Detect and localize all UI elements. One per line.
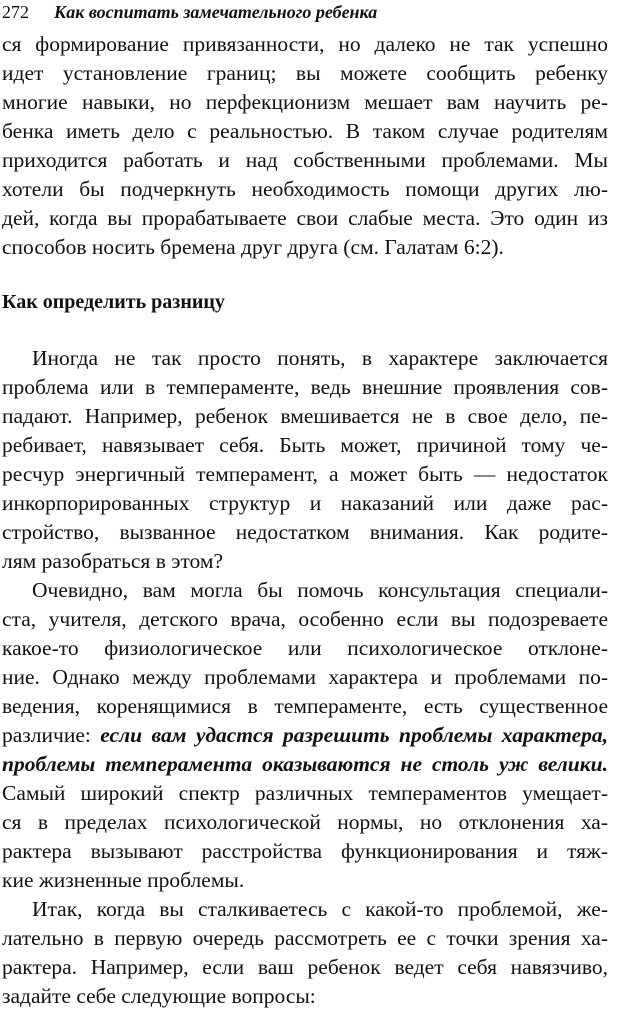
- text-line: способов носить бремена друг друга (см. Галатам 6:2).: [2, 235, 504, 259]
- text-line: Очевидно, вам могла бы помочь консультация специали-: [32, 578, 608, 602]
- text-line: рактера. Например, если ваш ребенок ведет себя навязчиво,: [2, 955, 608, 979]
- text-line: приходится работать и над собственными проблемами. Мы: [2, 148, 608, 172]
- text-line: лательно в первую очередь рассмотреть ее с точки зрения ха-: [2, 926, 608, 950]
- paragraph-3: [2, 576, 608, 895]
- text-line-emphasis: [2, 721, 608, 750]
- text-prefix: различие:: [2, 723, 101, 747]
- text-line: хотели бы подчеркнуть необходимость помощи других лю-: [2, 177, 608, 201]
- text-line: многие навыки, но перфекционизм мешает вам научить ре-: [2, 90, 608, 114]
- paragraph-4: [2, 895, 608, 1011]
- page-header: [2, 0, 602, 28]
- text-line: ведения, коренящимися в темпераменте, есть существенное: [2, 694, 608, 718]
- text-line: бенка иметь дело с реальностью. В таком случае родителям: [2, 119, 608, 143]
- text-line: ся в пределах психологической нормы, но отклонения ха-: [2, 810, 608, 834]
- emphasis-line: проблемы темперамента оказываются не столь уж велики.: [2, 752, 608, 776]
- text-line: задайте себе следующие вопросы:: [2, 984, 316, 1008]
- text-line: рактера вызывают расстройства функционирования и тяж-: [2, 839, 608, 863]
- text-line: Итак, когда вы сталкиваетесь с какой-то проблемой, же-: [32, 897, 608, 921]
- paragraph-2: [2, 344, 608, 576]
- text-line: Самый широкий спектр различных темпераментов умещает-: [2, 781, 608, 805]
- text-line: инкорпорированных структур и наказаний или даже рас-: [2, 491, 608, 515]
- text-line: падают. Например, ребенок вмешивается не в свое дело, пе-: [2, 404, 608, 428]
- emphasis-text: если вам удастся разрешить проблемы характера,: [100, 723, 608, 747]
- text-line: ста, учителя, детского врача, особенно если вы подозреваете: [2, 607, 608, 631]
- text-line: ребивает, навязывает себя. Быть может, причиной тому че-: [2, 433, 608, 457]
- text-line: стройство, вызванное недостатком внимания. Как родите-: [2, 520, 608, 544]
- text-line: ся формирование привязанности, но далеко не так успешно: [2, 32, 608, 56]
- text-line: какое-то физиологическое или психологическое отклоне-: [2, 636, 608, 660]
- text-line: ресчур энергичный темперамент, а может быть — недостаток: [2, 462, 608, 486]
- text-line: лям разобраться в этом?: [2, 549, 224, 573]
- text-line: дей, когда вы прорабатываете свои слабые места. Это один из: [2, 206, 608, 230]
- text-line: проблема или в темпераменте, ведь внешние проявления сов-: [2, 375, 608, 399]
- running-title: Как воспитать замечательного ребенка: [54, 2, 378, 22]
- page-number: 272: [2, 2, 29, 22]
- text-line: кие жизненные проблемы.: [2, 868, 245, 892]
- page-body: [2, 30, 608, 1011]
- text-line: идет установление границ; вы можете сообщить ребенку: [2, 61, 608, 85]
- spacer: [2, 262, 608, 288]
- text-line: ние. Однако между проблемами характера и проблемами по-: [2, 665, 608, 689]
- text-line: Иногда не так просто понять, в характере заключается: [32, 346, 608, 370]
- paragraph-1: [2, 30, 608, 262]
- section-heading: Как определить разницу: [2, 291, 225, 313]
- spacer: [2, 317, 608, 344]
